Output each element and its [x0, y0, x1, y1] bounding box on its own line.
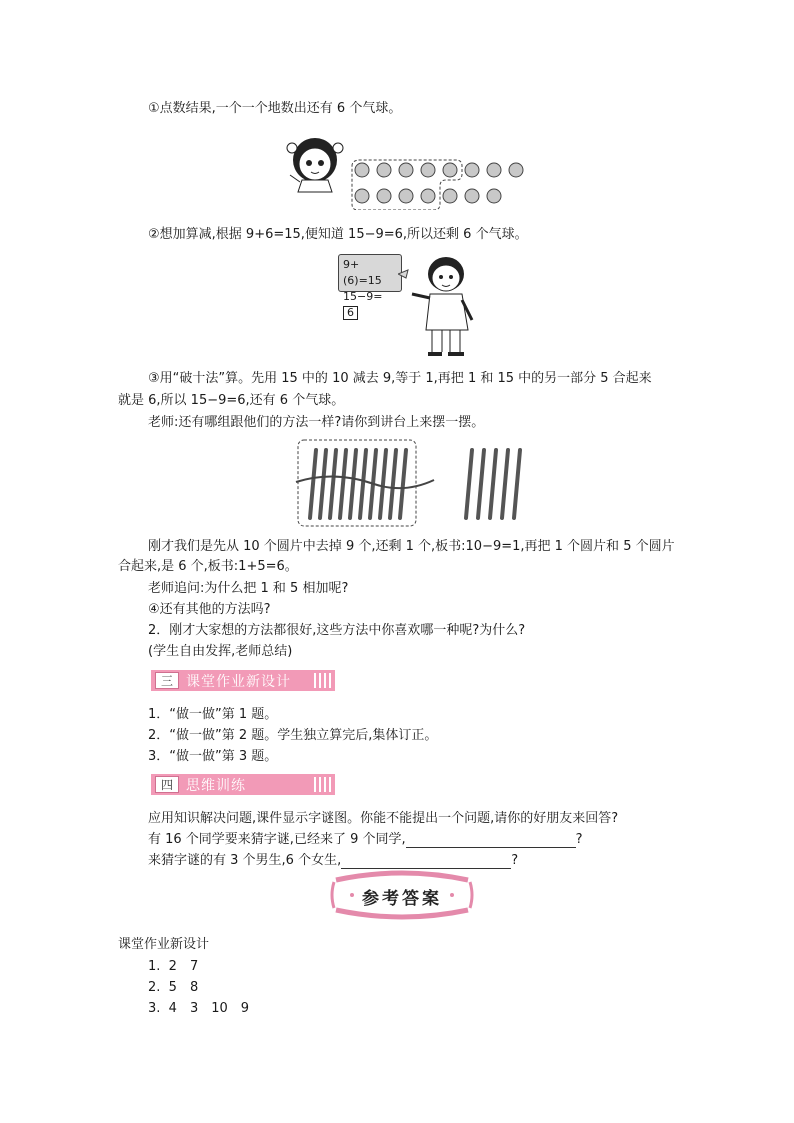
answer-3 [148, 1000, 249, 1017]
answer-3-number: 3. [148, 1001, 161, 1016]
counter-dot [399, 189, 413, 203]
section-3-title: 课堂作业新设计 [186, 673, 291, 690]
answer-1 [148, 958, 198, 975]
counting-stick [466, 450, 472, 518]
answer-2-values: 5 8 [168, 980, 199, 995]
counter-dot [509, 163, 523, 177]
section-3-stripes [314, 673, 331, 688]
counter-dot [355, 189, 369, 203]
five-sticks [466, 450, 520, 518]
explain-line-1: 刚才我们是先从 10 个圆片中去掉 9 个,还剩 1 个,板书:10−9=1,再把 1 个圆片和 5 个圆片 [148, 539, 675, 554]
counting-stick [478, 450, 484, 518]
answer-blank-2[interactable] [341, 855, 511, 869]
answer-1-values: 2 7 [168, 959, 199, 974]
section-3-number: 三 [155, 672, 179, 689]
counter-dot [443, 163, 457, 177]
speech-line-1: 9+(6)=15 [343, 258, 382, 287]
counter-dot [399, 163, 413, 177]
thinking-intro: 应用知识解决问题,课件显示字谜图。你能不能提出一个问题,请你的好朋友来回答? [148, 811, 619, 826]
question-mark-1: ? [575, 832, 583, 847]
counter-dot [487, 163, 501, 177]
section-4-header [151, 774, 335, 795]
thinking-question-2-text: 来猜字谜的有 3 个男生,6 个女生, [148, 853, 342, 868]
counter-dot [421, 189, 435, 203]
boy-speech-figure [338, 250, 488, 360]
teacher-ask: 老师:还有哪组跟他们的方法一样?请你到讲台上来摆一摆。 [148, 415, 485, 430]
answer-banner-title: 参考答案 [362, 889, 442, 909]
counting-stick [380, 450, 386, 518]
counting-stick [390, 450, 396, 518]
sticks-figure [294, 438, 534, 530]
section-4-number: 四 [155, 776, 179, 793]
thinking-question-1-text: 有 16 个同学要来猜字谜,已经来了 9 个同学, [148, 832, 406, 847]
counter-dot [443, 189, 457, 203]
girl-counters-figure [280, 130, 540, 210]
counter-dot [421, 163, 435, 177]
counting-stick [400, 450, 406, 518]
method-1-text: ①点数结果,一个一个地数出还有 6 个气球。 [148, 101, 402, 116]
question-mark-2: ? [511, 853, 519, 868]
counter-dot [377, 163, 391, 177]
section-3-header [151, 670, 335, 691]
counting-stick [350, 450, 356, 518]
section-4-stripes [314, 777, 331, 792]
counting-stick [502, 450, 508, 518]
answer-heading: 课堂作业新设计 [118, 937, 210, 952]
girl-illustration [287, 138, 343, 192]
teacher-followup: 老师追问:为什么把 1 和 5 相加呢? [148, 581, 349, 596]
method-4: ④还有其他的方法吗? [148, 602, 271, 617]
teacher-note: (学生自由发挥,老师总结) [148, 644, 293, 659]
counter-dot [465, 163, 479, 177]
answer-2-number: 2. [148, 980, 161, 995]
counter-dot [377, 189, 391, 203]
counter-dot [487, 189, 501, 203]
thinking-question-1 [148, 831, 583, 848]
counter-dot [465, 189, 479, 203]
speech-bubble [338, 254, 402, 319]
method-2-text: ②想加算减,根据 9+6=15,便知道 15−9=6,所以还剩 6 个气球。 [148, 227, 528, 242]
answer-blank-1[interactable] [406, 834, 576, 848]
counting-stick [490, 450, 496, 518]
explain-line-2: 合起来,是 6 个,板书:1+5=6。 [118, 559, 298, 574]
section-4-title: 思维训练 [186, 777, 246, 794]
thinking-question-2 [148, 852, 518, 869]
counting-stick [340, 450, 346, 518]
homework-item-2: 2．“做一做”第 2 题。学生独立算完后,集体订正。 [148, 728, 438, 743]
speech-line-2 [343, 289, 397, 321]
ten-sticks [310, 450, 406, 518]
speech-line-2-prefix: 15−9= [343, 290, 383, 303]
answer-box: 6 [343, 306, 358, 320]
counting-stick [514, 450, 520, 518]
counter-dot [355, 163, 369, 177]
counter-row [355, 163, 523, 203]
answer-3-values: 4 3 10 9 [168, 1001, 250, 1016]
homework-item-1: 1．“做一做”第 1 题。 [148, 707, 278, 722]
counting-stick [320, 450, 326, 518]
counting-stick [310, 450, 316, 518]
counting-stick [330, 450, 336, 518]
boy-illustration [398, 250, 488, 360]
answer-banner [330, 870, 474, 920]
method-3-line-2: 就是 6,所以 15−9=6,还有 6 个气球。 [118, 393, 345, 408]
answer-1-number: 1. [148, 959, 161, 974]
homework-item-3: 3．“做一做”第 3 题。 [148, 749, 278, 764]
method-3-line-1: ③用“破十法”算。先用 15 中的 10 减去 9,等于 1,再把 1 和 15 中的另一部分 5 合起来 [148, 371, 652, 386]
question-2: 2．刚才大家想的方法都很好,这些方法中你喜欢哪一种呢?为什么? [148, 623, 526, 638]
answer-2 [148, 979, 198, 996]
counting-stick [360, 450, 366, 518]
